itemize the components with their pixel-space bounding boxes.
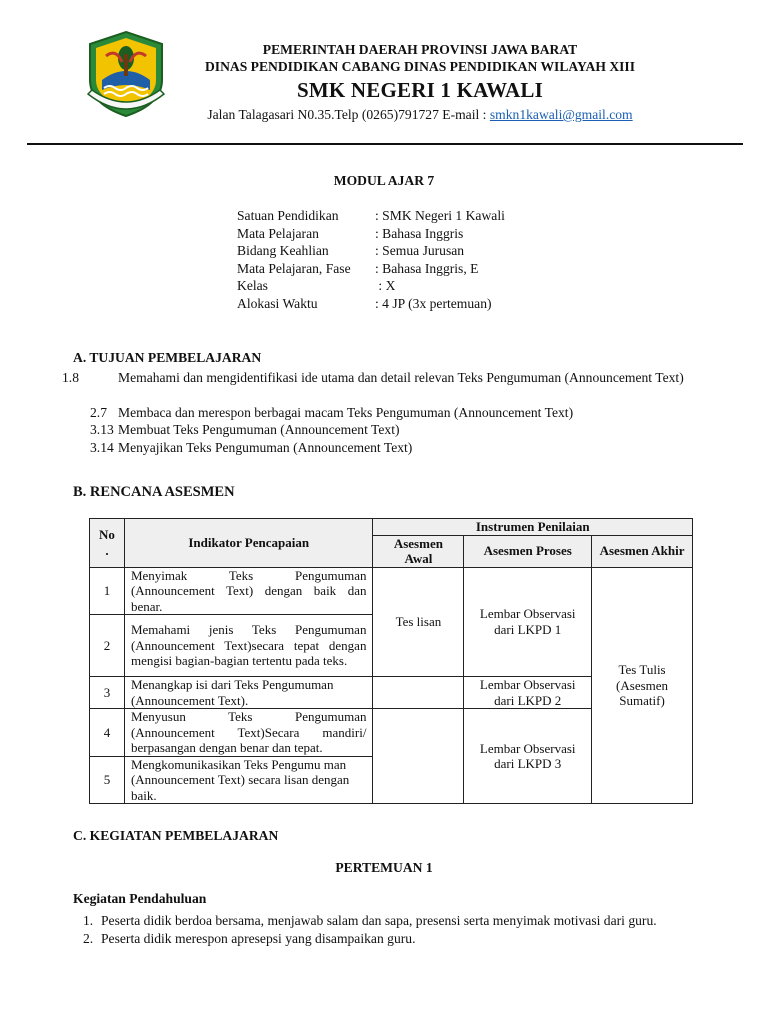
address-text: Jalan Talagasari N0.35.Telp (0265)791727 E-mail : [207, 107, 490, 122]
col-header-akhir: Asesmen Akhir [592, 535, 693, 567]
identity-label: Alokasi Waktu [237, 296, 318, 311]
objective-text: Menyajikan Teks Pengumuman (Announcement Text) [118, 440, 413, 455]
indicator-cell: Memahami jenis Teks Pengumuman (Announcement Text)secara tepat dengan mengisi bagian-bagian tertentu pada teks. [124, 615, 373, 677]
row-number: 5 [90, 756, 125, 804]
activity-text: Peserta didik berdoa bersama, menjawab salam dan sapa, presensi serta menyimak motivasi dari guru. [101, 913, 657, 928]
activity-number: 2. [83, 931, 94, 946]
row-number: 2 [90, 615, 125, 677]
identity-label: Kelas [237, 278, 268, 293]
row-number: 4 [90, 709, 125, 757]
col-header-awal: Asesmen Awal [373, 535, 464, 567]
akhir-cell: Tes Tulis (Asesmen Sumatif) [592, 567, 693, 804]
awal-cell-empty [373, 677, 464, 709]
col-header-no: No . [90, 519, 125, 568]
objective-number: 3.14 [90, 440, 114, 455]
activity-item [83, 913, 657, 929]
document-title: MODUL AJAR 7 [333, 173, 435, 188]
objective-item [90, 439, 690, 456]
objective-number: 3.13 [90, 422, 114, 437]
col-header-indikator: Indikator Pencapaian [124, 519, 373, 568]
col-header-proses: Asesmen Proses [464, 535, 592, 567]
header-address [150, 107, 690, 123]
indicator-cell: Menyimak Teks Pengumuman (Announcement Text) dengan baik dan benar. [124, 567, 373, 615]
header-school-name: SMK NEGERI 1 KAWALI [297, 78, 543, 102]
section-b-heading: B. RENCANA ASESMEN [73, 484, 235, 500]
identity-row [237, 296, 492, 312]
activity-item [83, 931, 415, 947]
row-number: 3 [90, 677, 125, 709]
identity-row [237, 226, 463, 242]
table-row [90, 567, 693, 615]
identity-label: Satuan Pendidikan [237, 208, 339, 223]
objective-item [90, 421, 690, 438]
header-divider [27, 143, 743, 145]
activity-text: Peserta didik merespon apresepsi yang disampaikan guru. [101, 931, 416, 946]
indicator-cell: Mengkomunikasikan Teks Pengumu man (Announcement Text) secara lisan dengan baik. [124, 756, 373, 804]
objective-number: 1.8 [62, 370, 79, 385]
objective-text: Membaca dan merespon berbagai macam Teks Pengumuman (Announcement Text) [118, 405, 574, 420]
identity-label: Bidang Keahlian [237, 243, 329, 258]
section-a-heading: A. TUJUAN PEMBELAJARAN [73, 350, 262, 365]
row-number: 1 [90, 567, 125, 615]
activity-subheading: Kegiatan Pendahuluan [73, 891, 207, 906]
objective-number: 2.7 [90, 405, 107, 420]
meeting-title: PERTEMUAN 1 [335, 860, 433, 875]
email-link[interactable]: smkn1kawali@gmail.com [489, 107, 633, 122]
objective-item [62, 369, 718, 386]
identity-value: : 4 JP (3x pertemuan) [375, 296, 492, 311]
identity-value: : Bahasa Inggris [375, 226, 464, 241]
identity-row [237, 243, 464, 259]
identity-value: : Semua Jurusan [375, 243, 465, 258]
awal-cell-empty [373, 709, 464, 804]
identity-value: : Bahasa Inggris, E [375, 261, 479, 276]
indicator-cell: Menyusun Teks Pengumuman (Announcement Text)Secara mandiri/ berpasangan dengan benar dan tepat. [124, 709, 373, 757]
col-header-instrumen: Instrumen Penilaian [373, 519, 693, 536]
objective-text: Memahami dan mengidentifikasi ide utama dan detail relevan Teks Pengumuman (Announcement Text) [118, 370, 684, 385]
section-c-heading: C. KEGIATAN PEMBELAJARAN [73, 828, 279, 843]
identity-label: Mata Pelajaran, Fase [237, 261, 351, 276]
identity-label: Mata Pelajaran [237, 226, 319, 241]
identity-value: : SMK Negeri 1 Kawali [375, 208, 505, 223]
header-province: PEMERINTAH DAERAH PROVINSI JAWA BARAT [262, 42, 578, 57]
objective-item [90, 404, 690, 421]
proses-cell: Lembar Observasi dari LKPD 2 [464, 677, 592, 709]
identity-row [237, 278, 395, 294]
indicator-cell: Menangkap isi dari Teks Pengumuman (Announcement Text). [124, 677, 373, 709]
identity-value: : X [375, 278, 396, 293]
assessment-table [89, 518, 693, 804]
identity-row [237, 208, 505, 224]
objective-text: Membuat Teks Pengumuman (Announcement Text) [118, 422, 400, 437]
header-department: DINAS PENDIDIKAN CABANG DINAS PENDIDIKAN WILAYAH XIII [204, 59, 636, 74]
proses-cell: Lembar Observasi dari LKPD 3 [464, 709, 592, 804]
awal-cell: Tes lisan [373, 567, 464, 677]
activity-number: 1. [83, 913, 94, 928]
proses-cell: Lembar Observasi dari LKPD 1 [464, 567, 592, 677]
identity-row [237, 261, 478, 277]
